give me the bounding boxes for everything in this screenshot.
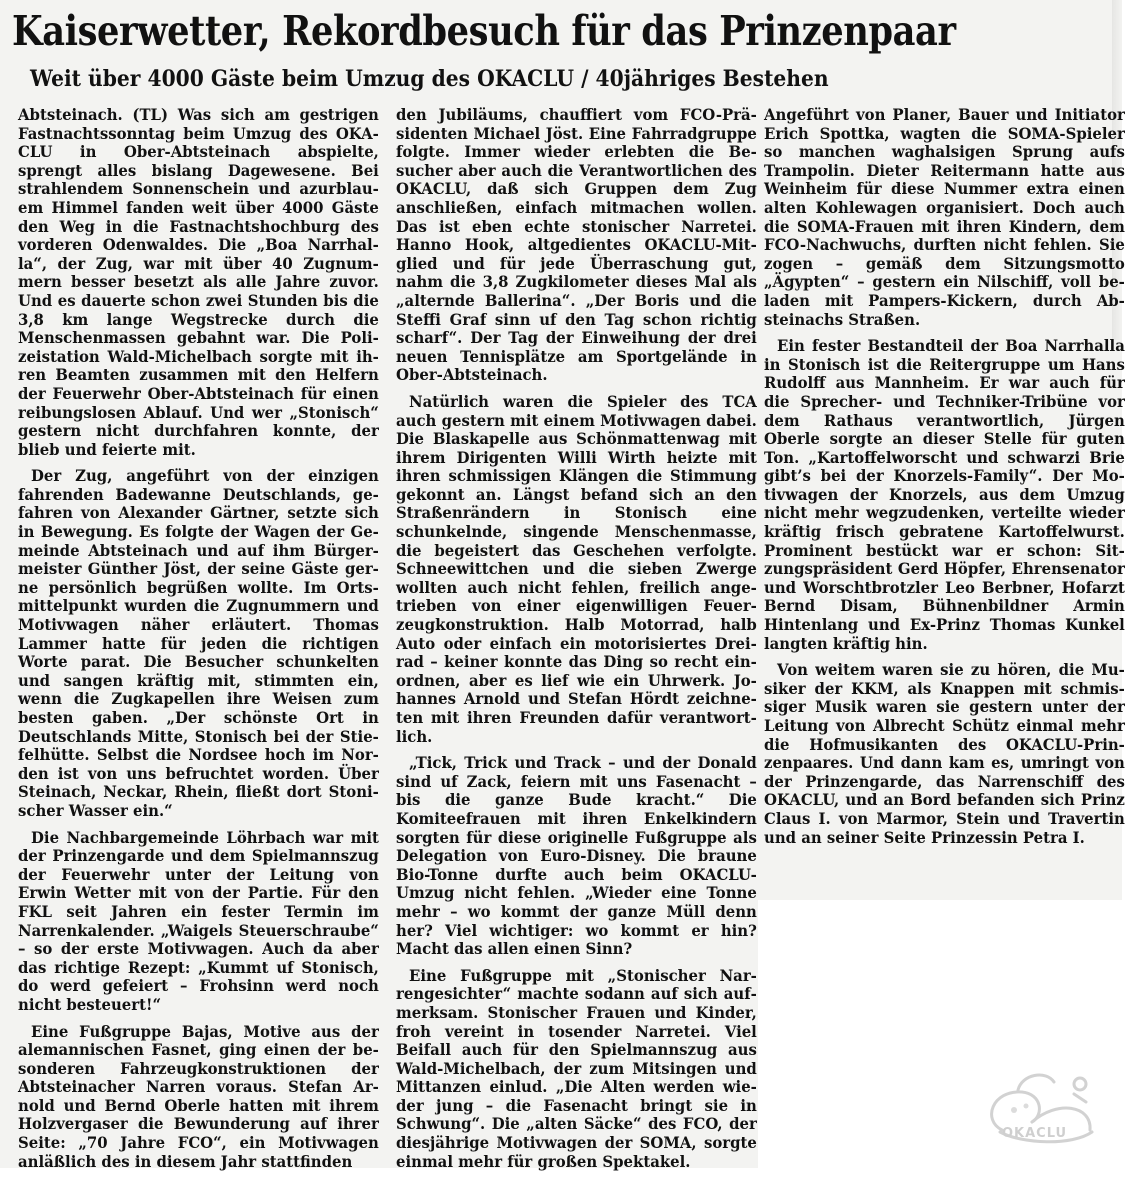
paragraph: Ein fester Bestandteil der Boa Narrhalla in Stonisch ist die Reitergruppe um Hans Rudolff aus Mannheim. Er war auch für die Sprecher- und Techniker-Tribüne vor dem Rathaus verantwortlich, Jürgen Oberle sorgte an dieser Stelle für guten Ton. „Kartoffelworscht und schwarzi Brie gibt’s bei der Knorzels-Family“. Der Motivwagen der Knorzels, aus dem Umzug nicht mehr wegzudenken, verteilte wieder kräftig frisch gebratene Kartoffelwurst. Prominent bestückt war er schon: Sitzungspräsident Gerd Höpfer, Ehrensenator und Worschtbrotzler Leo Berbner, Hofarzt Bernd Disam, Bühnenbildner Armin Hintenlang und Ex-Prinz Thomas Kunkel langten kräftig hin. [764,336,1125,653]
paragraph: Die Nachbargemeinde Löhrbach war mit der Prinzengarde und dem Spielmannszug der Feuerwehr unter der Leitung von Erwin Wetter mit von der Partie. Für den FKL seit Jahren ein fester Termin im Narrenkalender. „Waigels Steuerschraube“ – so der erste Motivwagen. Auch da aber das richtige Rezept: „Kummt uf Stonisch, do werd gefeiert – Frohsinn werd noch nicht besteuert!“ [18,827,379,1014]
article-column-2 [396,106,757,1179]
okaclu-logo-watermark [962,1060,1118,1160]
paragraph-text: Was sich am gestrigen Fastnachtssonntag beim Umzug des OKACLU in Ober-Abtsteinach abspielte, sprengt alles bislang Dagewesene. Bei strahlendem Sonnenschein und azurblauem Himmel fanden weit über 4000 Gäste den Weg in die Fastnachtshochburg des vorderen Odenwaldes. Die „Boa Narrhalla“, der Zug, war mit über 40 Zugnummern besser besetzt als alle Jahre zuvor. Und es dauerte schon zwei Stunden bis die 3,8 km lange Wegstrecke durch die Menschenmassen gebahnt war. Die Polizeistation Wald-Michelbach sorgte mit ihren Beamten zusammen mit den Helfern der Feuerwehr Ober-Abtsteinach für einen reibungslosen Ablauf. Und wer „Stonisch“ gestern nicht durchfahren konnte, der blieb und feierte mit. [18,105,379,459]
paragraph: „Tick, Trick und Track – und der Donald sind uf Zack, feiern mit uns Fasenacht – bis die ganze Bude kracht.“ Die Komiteefrauen mit ihren Enkelkindern sorgten für diese originelle Fußgruppe als Delegation von Euro-Disney. Die braune Bio-Tonne durfte auch beim OKACLU-Umzug nicht fehlen. „Wieder eine Tonne mehr – wo kommt der ganze Müll denn her? Viel wichtiger: wo kommt er hin? Macht das allen einen Sinn? [396,753,757,959]
paragraph: den Jubiläums, chauffiert vom FCO-Präsidenten Michael Jöst. Eine Fahrradgruppe folgte. Immer wieder erlebten die Besucher aber auch die Verantwortlichen des OKACLU, daß sich Gruppen dem Zug anschließen, einfach mitmachen wollen. Das ist eben echte stonischer Narretei. Hanno Hook, altgedientes OKACLU-Mitglied und für jede Überraschung gut, nahm die 3,8 Zugkilometer dieses Mal als „alternde Ballerina“. „Der Boris und die Steffi Graf sinn uf den Tag schon richtig scharf“. Der Tag der Einweihung der drei neuen Tennisplätze am Sportgelände in Ober-Abtsteinach. [396,105,757,385]
paragraph: Von weitem waren sie zu hören, die Musiker der KKM, als Knappen mit schmissiger Musik waren sie gestern unter der Leitung von Albrecht Schütz einmal mehr die Hofmusikanten des OKACLU-Prinzenpaares. Und dann kam es, umringt von der Prinzengarde, das Narrenschiff des OKACLU, und an Bord befanden sich Prinz Claus I. von Marmor, Stein und Travertin und an seiner Seite Prinzessin Petra I. [764,660,1125,847]
paragraph: Angeführt von Planer, Bauer und Initiator Erich Spottka, wagten die SOMA-Spieler so manchen waghalsigen Sprung aufs Trampolin. Dieter Reitermann hatte aus Weinheim für diese Nummer extra einen alten Kohlewagen organisiert. Doch auch die SOMA-Frauen mit ihren Kindern, dem FCO-Nachwuchs, durften nicht fehlen. Sie zogen – gemäß dem Sitzungsmotto „Ägypten“ – gestern ein Nilschiff, voll beladen mit Pampers-Kickern, durch Absteinachs Straßen. [764,105,1125,329]
logo-text: OKACLU [1002,1126,1068,1141]
article-column-1 [18,106,379,1179]
paragraph [18,106,379,459]
paragraph: Der Zug, angeführt von der einzigen fahrenden Badewanne Deutschlands, gefahren von Alexander Gärtner, setzte sich in Bewegung. Es folgte der Wagen der Gemeinde Abtsteinach und auf ihm Bürgermeister Günther Jöst, der seine Gäste gerne persönlich begrüßen wollte. Im Ortsmittelpunkt wurden die Zugnummern und Motivwagen näher erläutert. Thomas Lammer hatte für jeden die richtigen Worte parat. Die Besucher schunkelten und sangen kräftig mit, stimmten ein, wenn die Zugkapellen ihre Weisen zum besten gaben. „Der schönste Ort in Deutschlands Mitte, Stonisch bei der Stiefelhütte. Selbst die Nordsee hoch im Norden ist von uns befruchtet worden. Über Steinach, Neckar, Rhein, fließt dort Stonischer Wasser ein.“ [18,466,379,820]
paragraph: Eine Fußgruppe mit „Stonischer Narrengesichter“ machte sodann auf sich aufmerksam. Stonischer Frauen und Kinder, froh vereint in tosender Narretei. Viel Beifall auch für den Spielmannszug aus Wald-Michelbach, der zum Mitsingen und Mittanzen einlud. „Die Alten werden wieder jung – die Fasenacht bringt sie in Schwung“. Die „alten Säcke“ des FCO, der diesjährige Motivwagen der SOMA, sorgte einmal mehr für großen Spektakel. [396,965,757,1171]
paragraph: Natürlich waren die Spieler des TCA auch gestern mit einem Motivwagen dabei. Die Blaskapelle aus Schönmattenwag mit ihrem Dirigenten Willi Wirth heizte mit ihren schmissigen Klängen die Stimmung gekonnt an. Längst befand sich an den Straßenrändern in Stonisch eine schunkelnde, singende Menschenmasse, die begeistert das Geschehen verfolgte. Schneewittchen und die sieben Zwerge wollten auch nicht fehlen, freilich angetrieben von einer eigenwilligen Feuerzeugkonstruktion. Halb Motorrad, halb Auto oder einfach ein motorisiertes Dreirad – keiner konnte das Ding so recht einordnen, aber es lief wie ein Uhrwerk. Johannes Arnold und Stefan Hördt zeichneten mit ihren Freunden dafür verantwortlich. [396,391,757,746]
paragraph: Eine Fußgruppe Bajas, Motive aus der alemannischen Fasnet, ging einen der besonderen Fahrzeugkonstruktionen der Abtsteinacher Narren voraus. Stefan Arnold und Bernd Oberle hatten mit ihrem Holzvergaser die Bewunderung auf ihrer Seite: „70 Jahre FCO“, ein Motivwagen anläßlich des in diesem Jahr stattfinden [18,1021,379,1171]
dateline: Abtsteinach. (TL) [18,105,169,124]
article-headline: Kaiserwetter, Rekordbesuch für das Prinzenpaar [12,7,956,55]
article-subheadline: Weit über 4000 Gäste beim Umzug des OKACLU / 40jähriges Bestehen [30,66,829,92]
article-column-3 [764,106,1125,855]
